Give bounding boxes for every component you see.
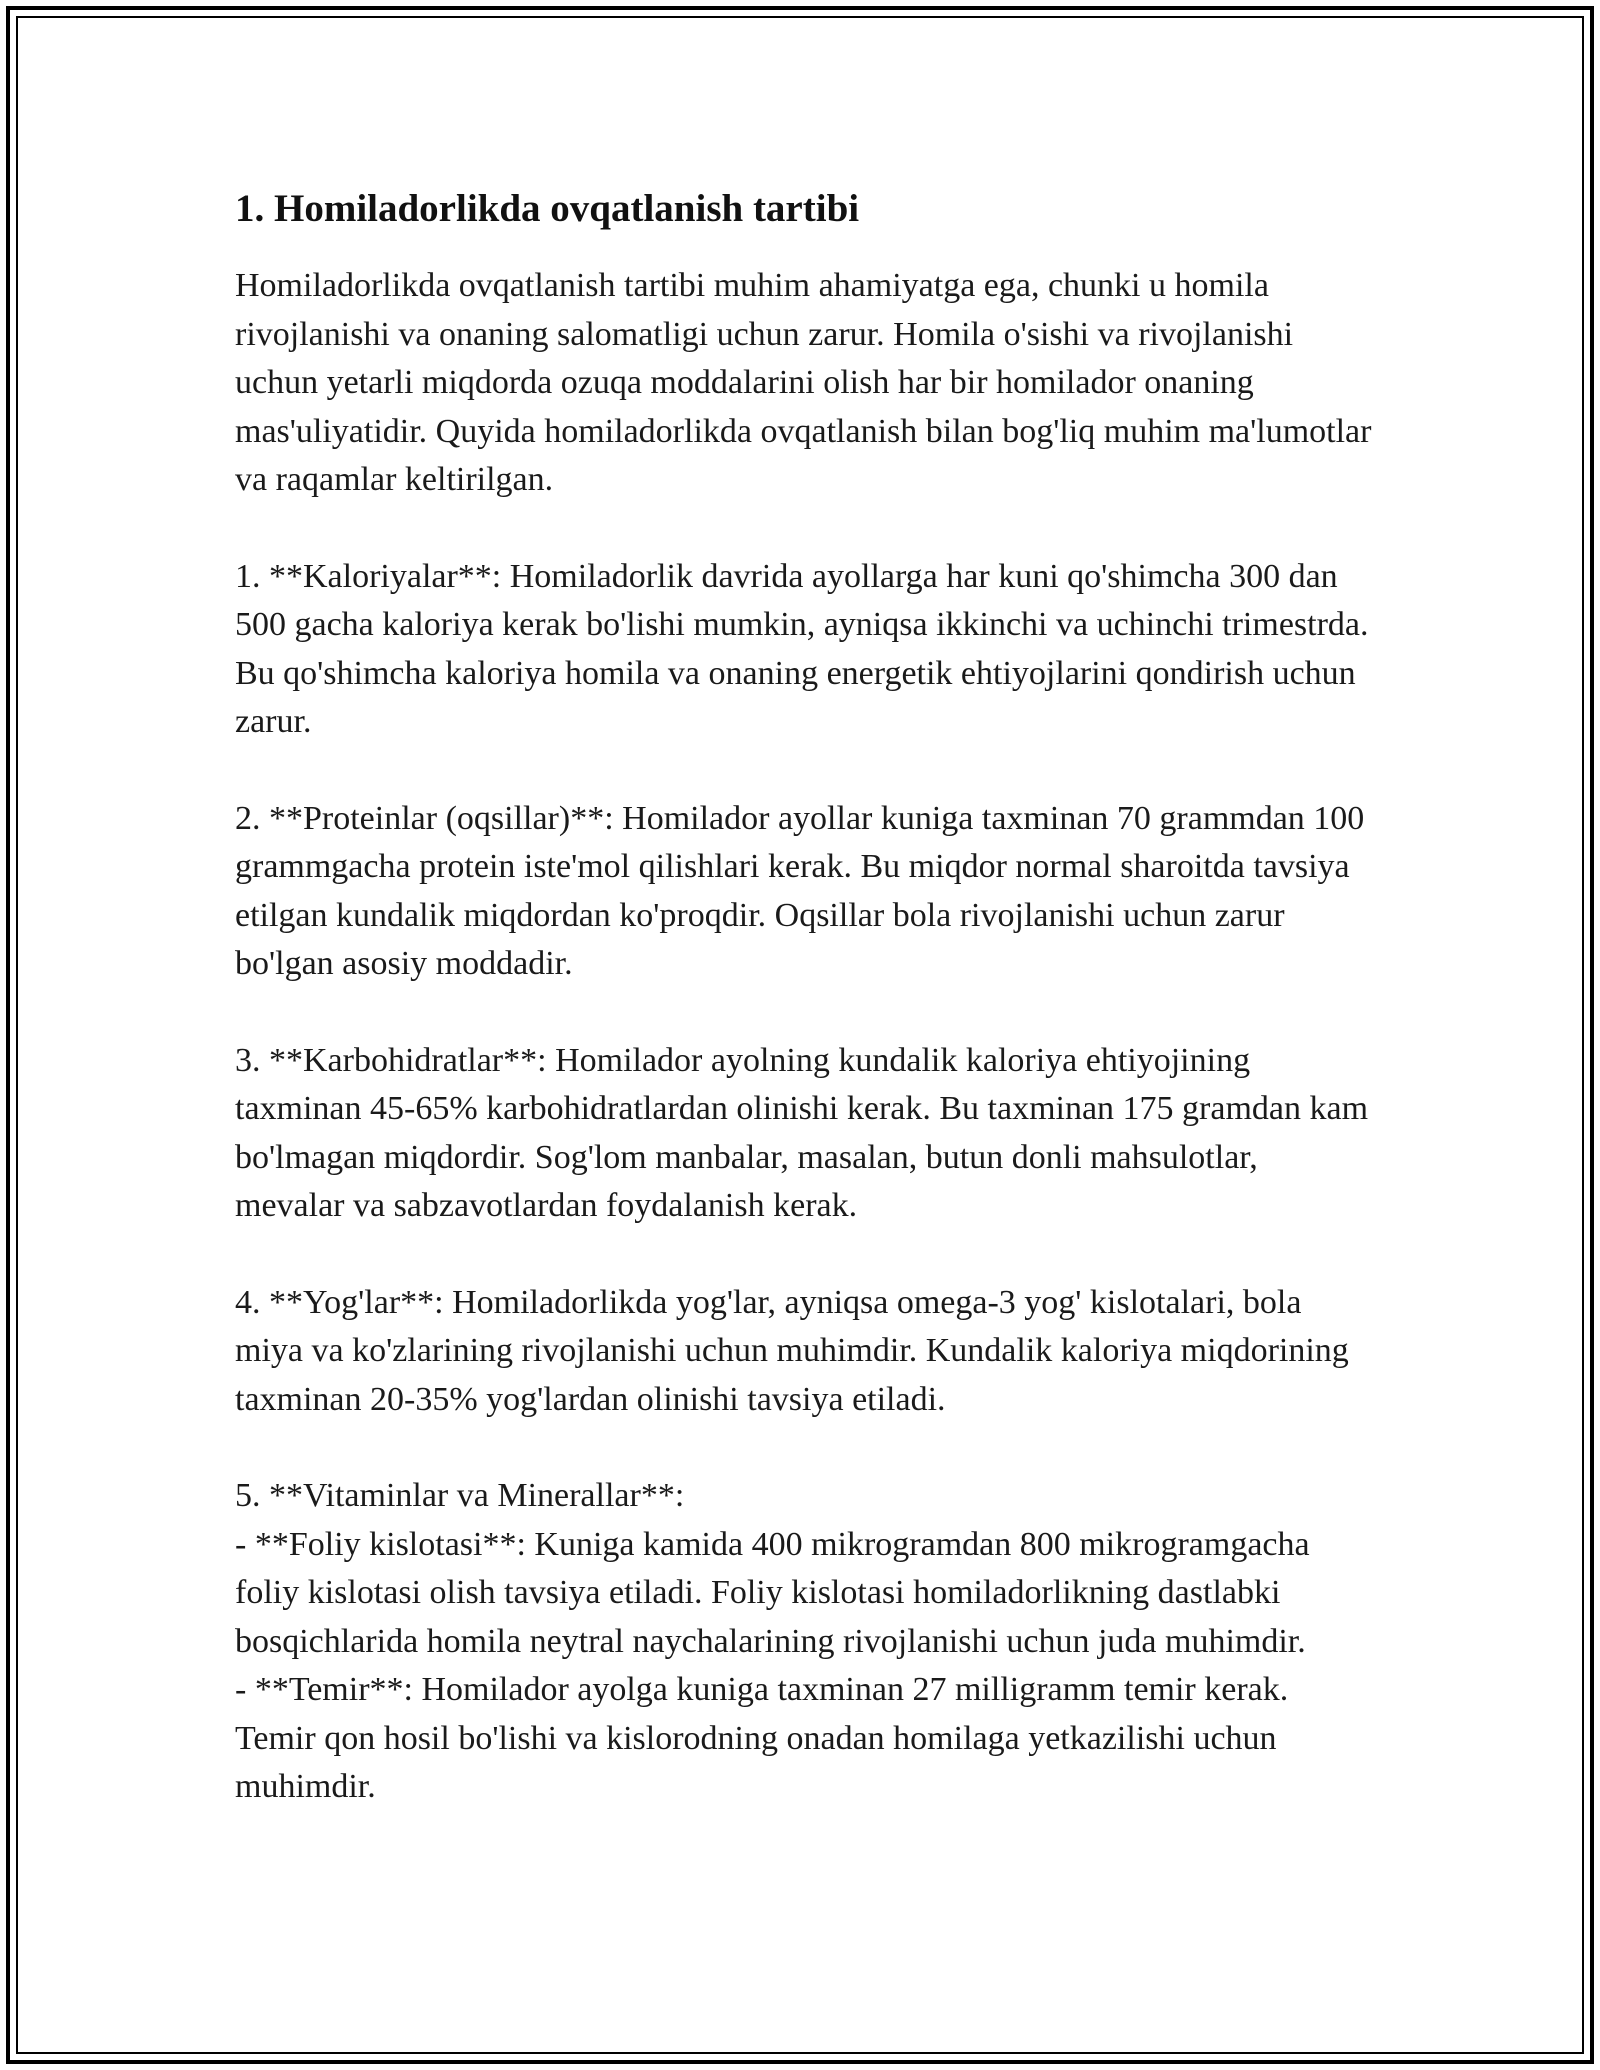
list-item-vitamins-minerals: 5. **Vitaminlar va Minerallar**: - **Foliy kislotasi**: Kuniga kamida 400 mikrogramdan 800 mikrogramgacha foliy kislotasi olish tavsiya etiladi. Foliy kislotasi homiladorlikning dastlabki bosqichlarida homila neytral naychalarining rivojlanishi uchun juda muhimdir. - **Temir**: Homilador ayolga kuniga taxminan 27 milligramm temir kerak. Temir qon hosil bo'lishi va kislorodning onadan homilaga yetkazilishi uchun muhimdir. bbox=[235, 1477, 1310, 1805]
list-item-proteins: 2. **Proteinlar (oqsillar)**: Homilador ayollar kuniga taxminan 70 grammdan 100 grammgacha protein iste'mol qilishlari kerak. Bu miqdor normal sharoitda tavsiya etilgan kundalik miqdordan ko'proqdir. Oqsillar bola rivojlanishi uchun zarur bo'lgan asosiy moddadir. bbox=[235, 799, 1365, 982]
list-item-calories: 1. **Kaloriyalar**: Homiladorlik davrida ayollarga har kuni qo'shimcha 300 dan 500 gacha kaloriya kerak bo'lishi mumkin, ayniqsa ikkinchi va uchinchi trimestrda. Bu qo'shimcha kaloriya homila va onaning energetik ehtiyojlarini qondirish uchun zarur. bbox=[235, 557, 1369, 740]
list-item-fats: 4. **Yog'lar**: Homiladorlikda yog'lar, ayniqsa omega-3 yog' kislotalari, bola miya va ko'zlarining rivojlanishi uchun muhimdir. Kundalik kaloriya miqdorining taxminan 20-35% yog'lardan olinishi tavsiya etiladi. bbox=[235, 1283, 1349, 1418]
document-body bbox=[235, 186, 1375, 1812]
intro-paragraph: Homiladorlikda ovqatlanish tartibi muhim ahamiyatga ega, chunki u homila rivojlanishi va onaning salomatligi uchun zarur. Homila o'sishi va rivojlanishi uchun yetarli miqdorda ozuqa moddalarini olish har bir homilador onaning mas'uliyatidir. Quyida homiladorlikda ovqatlanish bilan bog'liq muhim ma'lumotlar va raqamlar keltirilgan. bbox=[235, 267, 1372, 498]
section-heading: 1. Homiladorlikda ovqatlanish tartibi bbox=[235, 187, 860, 230]
list-item-carbohydrates: 3. **Karbohidratlar**: Homilador ayolning kundalik kaloriya ehtiyojining taxminan 45-65% karbohidratlardan olinishi kerak. Bu taxminan 175 gramdan kam bo'lmagan miqdordir. Sog'lom manbalar, masalan, butun donli mahsulotlar, mevalar va sabzavotlardan foydalanish kerak. bbox=[235, 1041, 1369, 1224]
